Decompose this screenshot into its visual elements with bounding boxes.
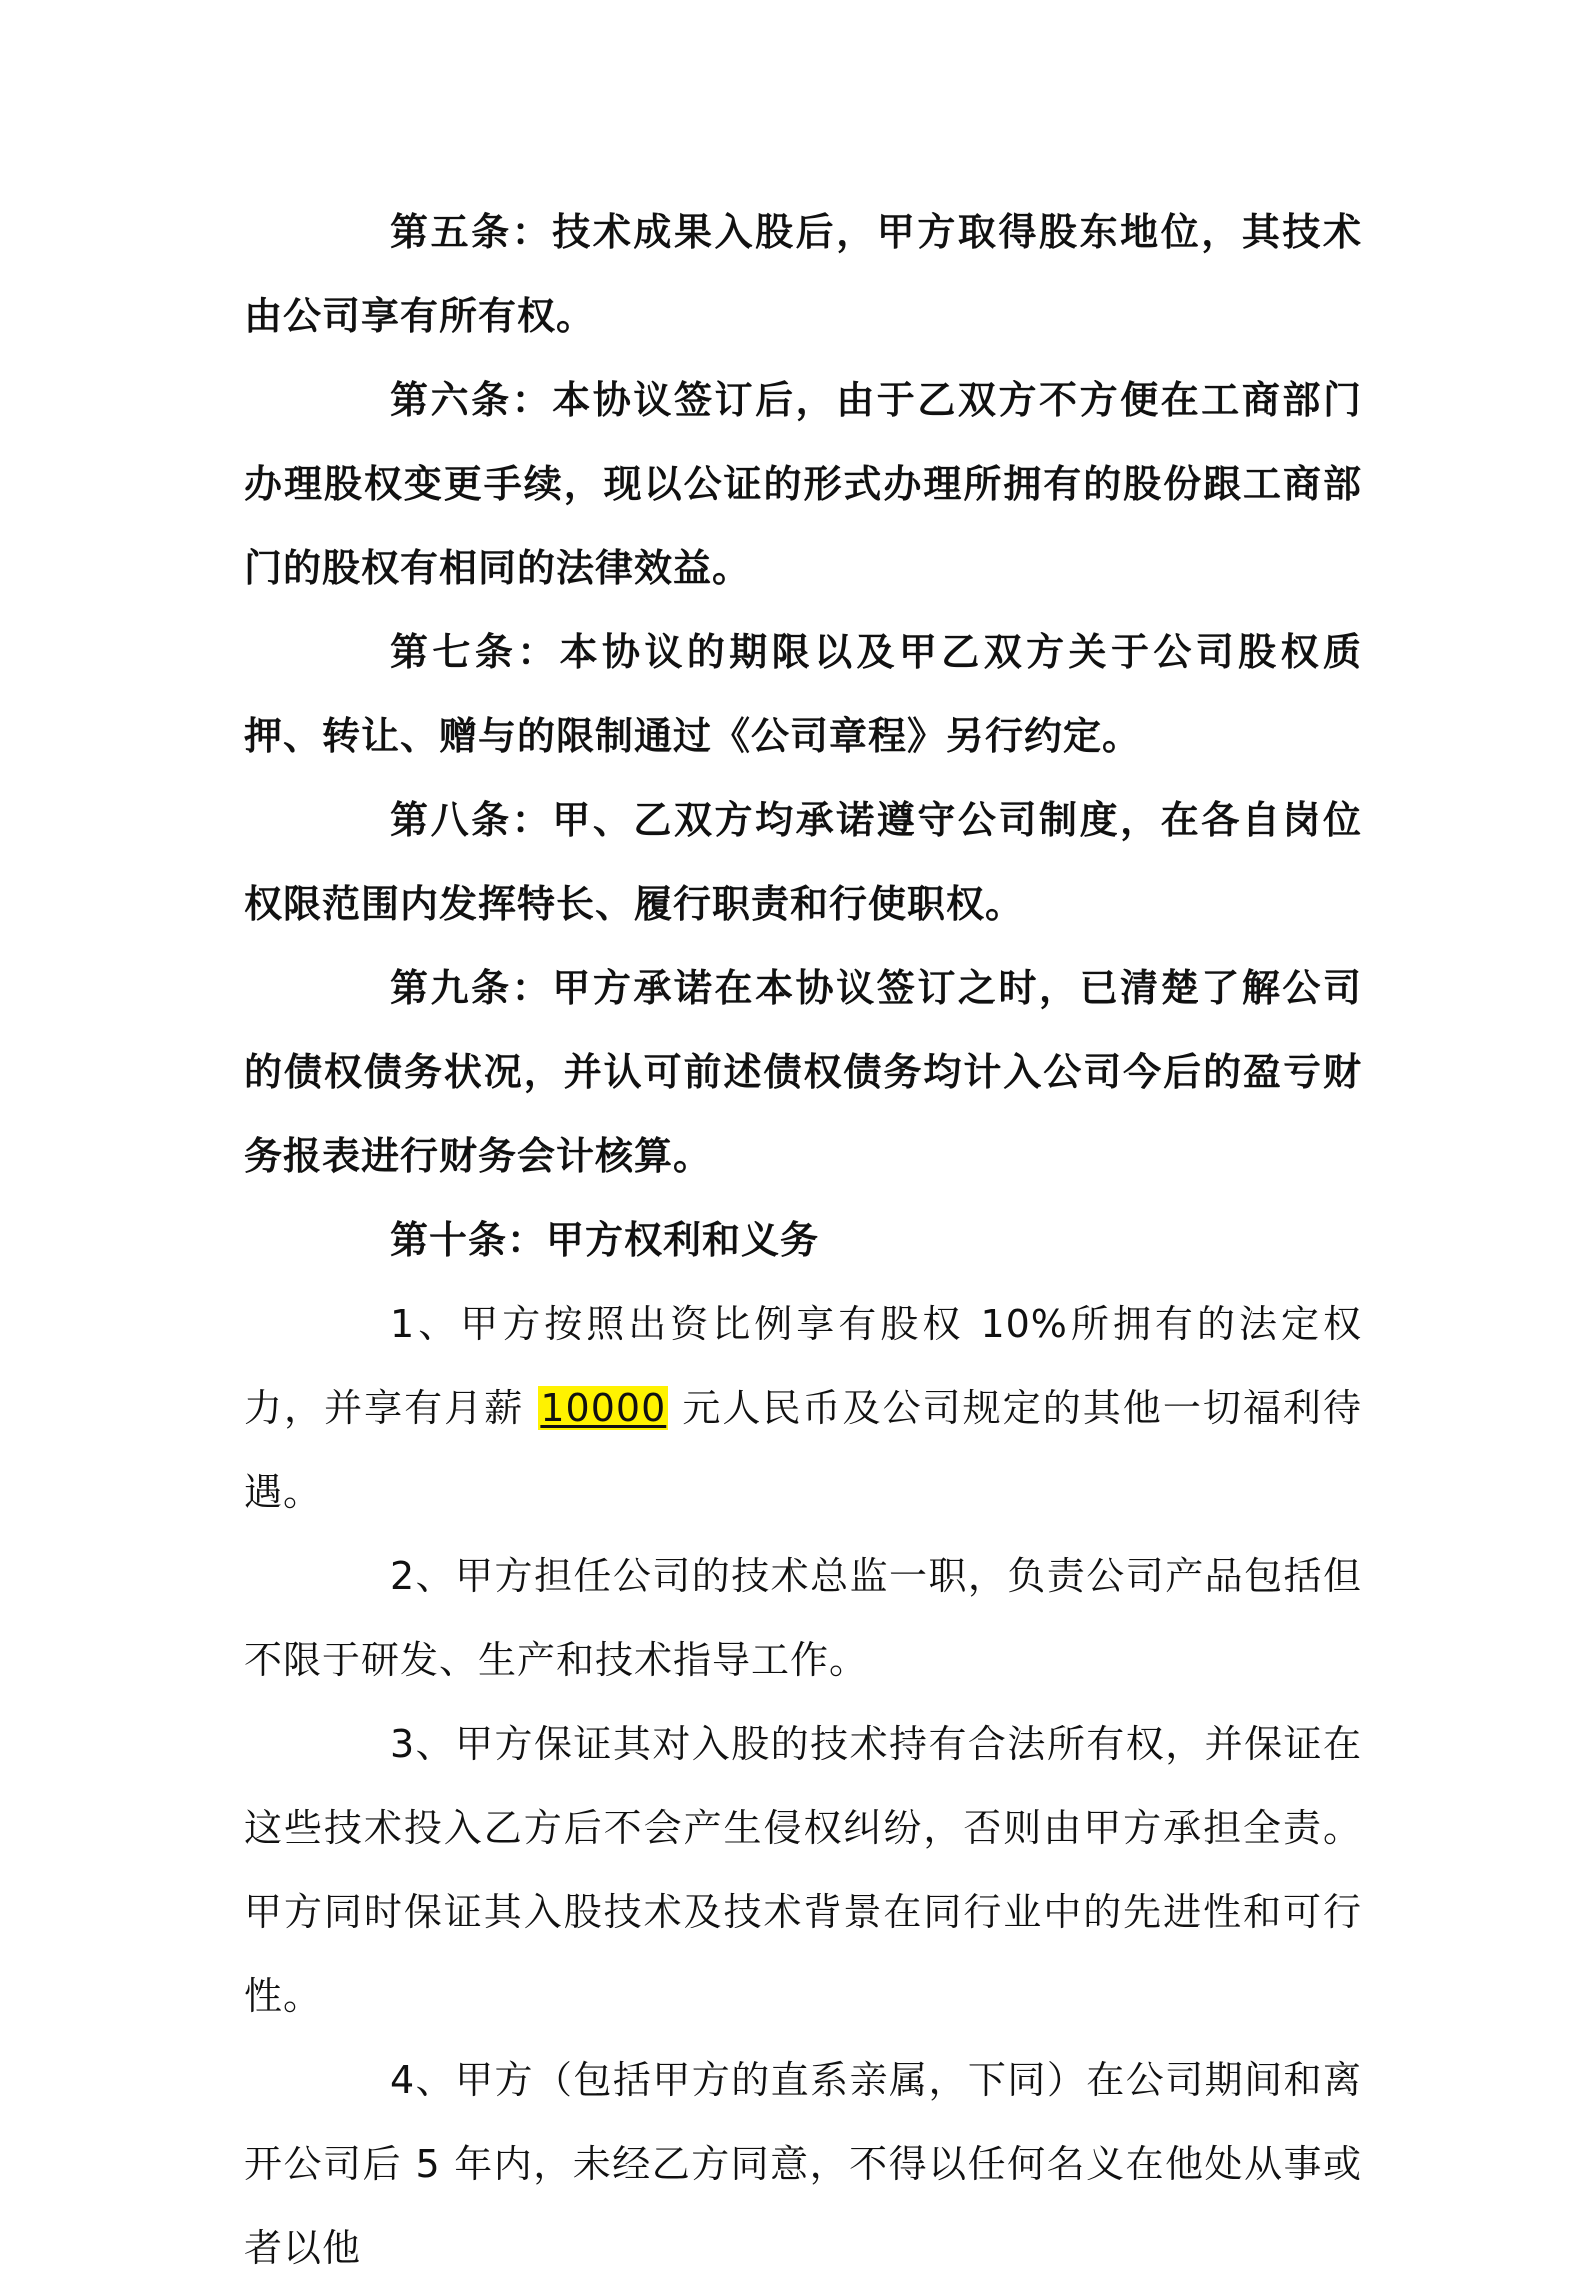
item-2: 2、甲方担任公司的技术总监一职，负责公司产品包括但不限于研发、生产和技术指导工作。 xyxy=(244,1554,1362,1682)
item-1 xyxy=(244,1282,1362,1534)
article-8: 第八条：甲、乙双方均承诺遵守公司制度，在各自岗位权限范围内发挥特长、履行职责和行使职权。 xyxy=(244,798,1362,926)
item-1-text-after: 元人民币及公司规定的其他一切福利待遇。 xyxy=(244,1386,1362,1514)
item-3: 3、甲方保证其对入股的技术持有合法所有权，并保证在这些技术投入乙方后不会产生侵权纠纷，否则由甲方承担全责。甲方同时保证其入股技术及技术背景在同行业中的先进性和可行性。 xyxy=(244,1722,1362,2018)
article-7: 第七条：本协议的期限以及甲乙双方关于公司股权质押、转让、赠与的限制通过《公司章程》另行约定。 xyxy=(244,630,1362,758)
article-5: 第五条：技术成果入股后，甲方取得股东地位，其技术由公司享有所有权。 xyxy=(244,210,1362,338)
salary-highlight: 10000 xyxy=(540,1386,667,1430)
article-6: 第六条：本协议签订后，由于乙双方不方便在工商部门办理股权变更手续，现以公证的形式办理所拥有的股份跟工商部门的股权有相同的法律效益。 xyxy=(244,378,1362,590)
document-body xyxy=(244,190,1362,2290)
article-9: 第九条：甲方承诺在本协议签订之时，已清楚了解公司的债权债务状况，并认可前述债权债务均计入公司今后的盈亏财务报表进行财务会计核算。 xyxy=(244,966,1362,1178)
item-4: 4、甲方（包括甲方的直系亲属，下同）在公司期间和离开公司后 5 年内，未经乙方同意，不得以任何名义在他处从事或者以他 xyxy=(244,2058,1362,2270)
article-10-heading: 第十条：甲方权利和义务 xyxy=(390,1218,820,1262)
item-1-text-before: 1、甲方按照出资比例享有股权 10%所拥有的法定权力，并享有月薪 xyxy=(244,1302,1362,1430)
